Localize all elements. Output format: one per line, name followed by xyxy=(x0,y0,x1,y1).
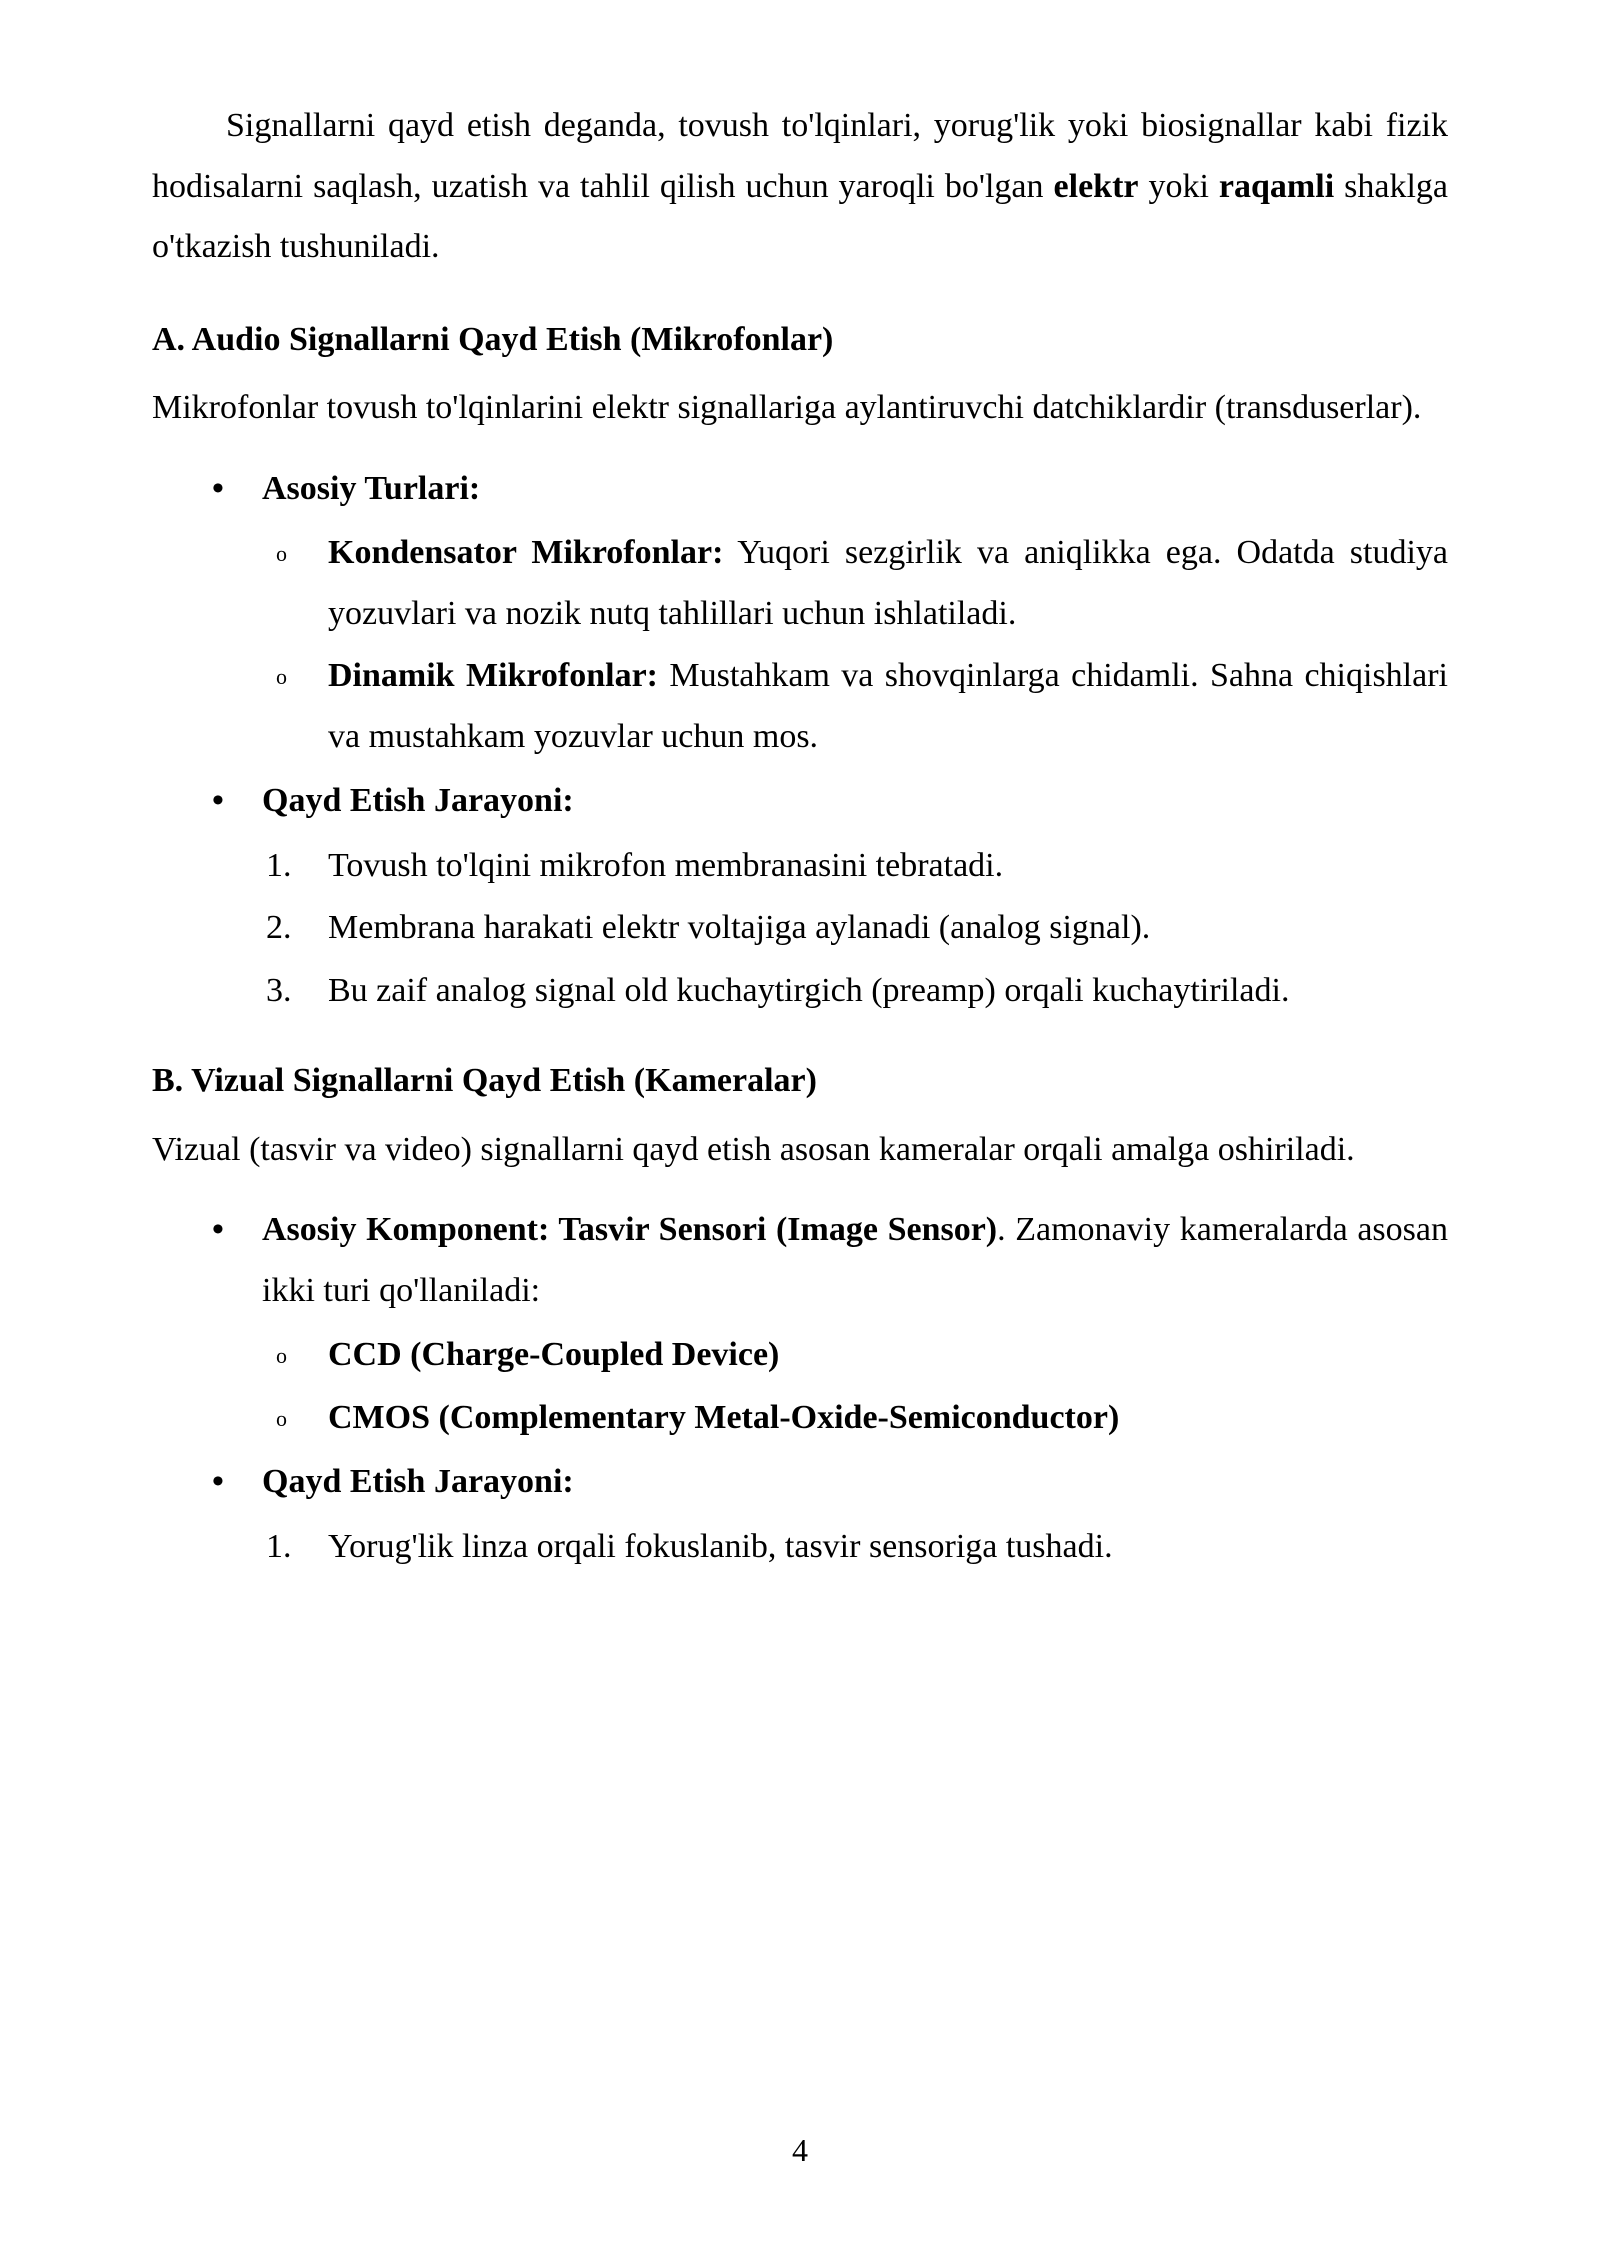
page-content xyxy=(152,96,1448,1577)
section-a-types-list xyxy=(152,459,1448,520)
list-item xyxy=(262,646,1448,767)
disc-bullet-icon: • xyxy=(212,782,224,820)
sensor-types-list xyxy=(152,1325,1448,1448)
step-number: 1. xyxy=(266,1527,292,1565)
intro-bold-raqamli: raqamli xyxy=(1218,167,1335,205)
intro-text-part3: shaklga o'tkazish tushuniladi. xyxy=(152,167,1448,266)
circle-bullet-icon: o xyxy=(276,1343,287,1369)
section-b-heading: B. Vizual Signallarni Qayd Etish (Kameralar) xyxy=(152,1062,817,1100)
section-b-intro: Vizual (tasvir va video) signallarni qayd etish asosan kameralar orqali amalga oshiriladi. xyxy=(152,1130,1355,1168)
step-number: 3. xyxy=(266,971,292,1009)
term-kondensator-mikrofonlar: Kondensator Mikrofonlar: xyxy=(328,534,724,572)
list-item xyxy=(266,961,1448,1022)
section-b-component-list xyxy=(152,1200,1448,1321)
list-item xyxy=(262,1388,1448,1449)
step-text: Membrana harakati elektr voltajiga aylanadi (analog signal). xyxy=(328,909,1151,947)
intro-paragraph xyxy=(152,96,1448,278)
page-number: 4 xyxy=(792,2132,808,2168)
section-b-steps xyxy=(152,1517,1448,1578)
step-text: Yorug'lik linza orqali fokuslanib, tasvir sensoriga tushadi. xyxy=(328,1527,1113,1565)
list-item xyxy=(266,898,1448,959)
section-b-process-list xyxy=(152,1452,1448,1513)
step-number: 2. xyxy=(266,909,292,947)
intro-text-part1: Signallarni qayd etish deganda, tovush to'lqinlari, yorug'lik yoki biosignallar kabi fizik hodisalarni saqlash, uzatish va tahlil qilish uchun yaroqli bo'lgan xyxy=(152,107,1448,205)
sensor-cmos-label: CMOS (Complementary Metal-Oxide-Semiconductor) xyxy=(328,1398,1120,1436)
list-item xyxy=(262,1325,1448,1386)
description-kondensator-mikrofonlar: Yuqori sezgirlik va aniqlikka ega. Odatda studiya yozuvlari va nozik nutq tahlillari uchun ishlatiladi. xyxy=(328,534,1448,632)
circle-bullet-icon: o xyxy=(276,1405,287,1431)
bullet-label-qayd-etish-jarayoni-b: Qayd Etish Jarayoni: xyxy=(262,1463,574,1501)
step-text: Bu zaif analog signal old kuchaytirgich (preamp) orqali kuchaytiriladi. xyxy=(328,971,1290,1009)
term-dinamik-mikrofonlar: Dinamik Mikrofonlar: xyxy=(328,657,658,695)
intro-bold-elektr: elektr xyxy=(1053,167,1139,205)
term-asosiy-komponent: Asosiy Komponent: Tasvir Sensori (Image Sensor) xyxy=(262,1211,998,1249)
section-a-steps xyxy=(152,836,1448,1022)
bullet-asosiy-komponent xyxy=(190,1200,1448,1321)
disc-bullet-icon: • xyxy=(212,1211,224,1249)
list-item xyxy=(266,1517,1448,1578)
microphone-types-list xyxy=(152,523,1448,767)
bullet-label-qayd-etish-jarayoni-a: Qayd Etish Jarayoni: xyxy=(262,782,574,820)
description-dinamik-mikrofonlar: Mustahkam va shovqinlarga chidamli. Sahna chiqishlari va mustahkam yozuvlar uchun mos. xyxy=(328,657,1448,755)
section-a-heading: A. Audio Signallarni Qayd Etish (Mikrofonlar) xyxy=(152,320,834,358)
list-item xyxy=(266,836,1448,897)
bullet-qayd-etish-jarayoni-a xyxy=(190,771,1448,832)
description-asosiy-komponent: . Zamonaviy kameralarda asosan ikki turi qo'llaniladi: xyxy=(262,1211,1448,1309)
step-text: Tovush to'lqini mikrofon membranasini tebratadi. xyxy=(328,846,1004,884)
sensor-ccd-label: CCD (Charge-Coupled Device) xyxy=(328,1336,780,1374)
intro-text-part2: yoki xyxy=(1138,167,1219,205)
bullet-label-asosiy-turlari: Asosiy Turlari: xyxy=(262,469,481,507)
section-a-process-list xyxy=(152,771,1448,832)
disc-bullet-icon: • xyxy=(212,469,224,507)
section-a-intro: Mikrofonlar tovush to'lqinlarini elektr signallariga aylantiruvchi datchiklardir (transduserlar). xyxy=(152,389,1422,427)
disc-bullet-icon: • xyxy=(212,1463,224,1501)
list-item xyxy=(262,523,1448,644)
bullet-asosiy-turlari xyxy=(190,459,1448,520)
circle-bullet-icon: o xyxy=(276,664,287,690)
bullet-qayd-etish-jarayoni-b xyxy=(190,1452,1448,1513)
step-number: 1. xyxy=(266,846,292,884)
circle-bullet-icon: o xyxy=(276,541,287,567)
